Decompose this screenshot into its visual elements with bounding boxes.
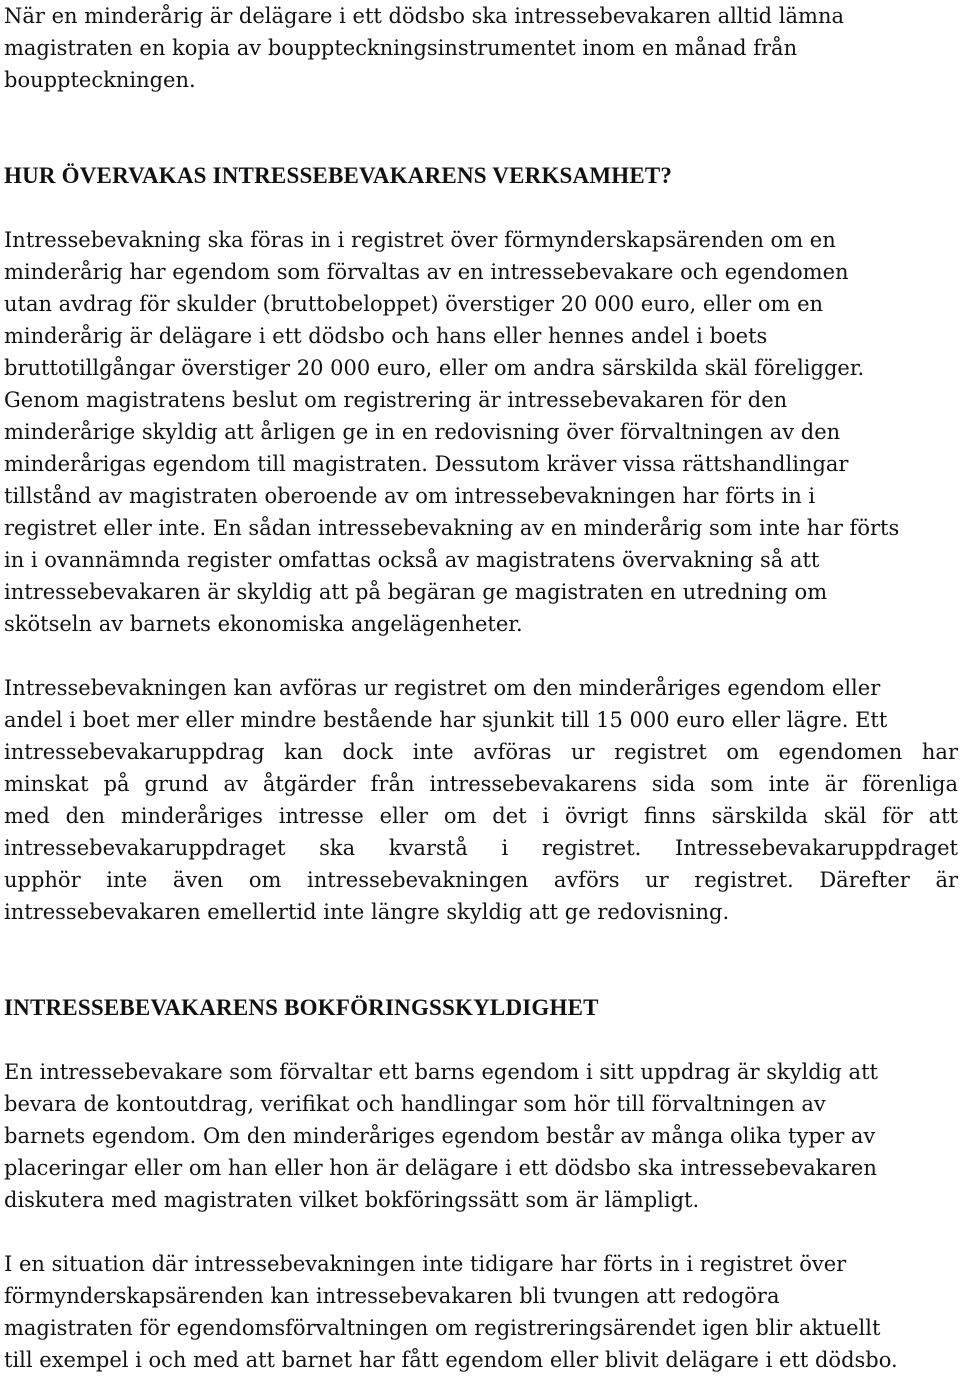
text-line: förmynderskapsärenden kan intressebevakaren bli tvungen att redogöra — [4, 1284, 780, 1308]
text-line: I en situation där intressebevakningen inte tidigare har förts in i registret över — [4, 1252, 847, 1276]
text-line: diskutera med magistraten vilket bokföringssätt som är lämpligt. — [4, 1188, 700, 1212]
text-line: intressebevakaruppdrag kan dock inte avföras ur registret om egendomen har — [4, 740, 958, 764]
text-line: placeringar eller om han eller hon är delägare i ett dödsbo ska intressebevakaren — [4, 1156, 877, 1180]
text-line: magistraten för egendomsförvaltningen om registreringsärendet igen blir aktuellt — [4, 1316, 881, 1340]
text-line: intressebevakaren är skyldig att på begäran ge magistraten en utredning om — [4, 580, 828, 604]
text-line: in i ovannämnda register omfattas också av magistratens övervakning så att — [4, 548, 820, 572]
text-line: Intressebevakning ska föras in i registret över förmynderskapsärenden om en — [4, 228, 836, 252]
text-line: minskat på grund av åtgärder från intressebevakarens sida som inte är förenliga — [4, 772, 958, 796]
section1-paragraph1 — [4, 224, 958, 640]
text-line: minderårige skyldig att årligen ge in en redovisning över förvaltningen av den — [4, 420, 841, 444]
text-line: Intressebevakningen kan avföras ur registret om den minderåriges egendom eller — [4, 676, 881, 700]
text-line: bouppteckningen. — [4, 68, 196, 92]
section-heading-oversight: HUR ÖVERVAKAS INTRESSEBEVAKARENS VERKSAMHET? — [4, 163, 673, 188]
spacer — [4, 1216, 958, 1248]
text-line: bevara de kontoutdrag, verifikat och handlingar som hör till förvaltningen av — [4, 1092, 826, 1116]
section2-paragraph1 — [4, 1056, 958, 1216]
spacer — [4, 928, 958, 992]
section1-paragraph2 — [4, 672, 958, 928]
text-line: minderårigas egendom till magistraten. Dessutom kräver vissa rättshandlingar — [4, 452, 849, 476]
text-line: intressebevakaruppdraget ska kvarstå i registret. Intressebevakaruppdraget — [4, 836, 958, 860]
text-line: skötseln av barnets ekonomiska angelägenheter. — [4, 612, 523, 636]
spacer — [4, 192, 958, 224]
text-line: upphör inte även om intressebevakningen avförs ur registret. Därefter är — [4, 868, 958, 892]
spacer — [4, 96, 958, 160]
text-line: intressebevakaren emellertid inte längre skyldig att ge redovisning. — [4, 900, 730, 924]
text-line: registret eller inte. En sådan intressebevakning av en minderårig som inte har förts — [4, 516, 900, 540]
text-line: Genom magistratens beslut om registrering är intressebevakaren för den — [4, 388, 788, 412]
section2-paragraph2 — [4, 1248, 958, 1376]
text-line: till exempel i och med att barnet har fått egendom eller blivit delägare i ett dödsbo. — [4, 1348, 898, 1372]
text-line: När en minderårig är delägare i ett dödsbo ska intressebevakaren alltid lämna — [4, 4, 844, 28]
spacer — [4, 640, 958, 672]
text-line: minderårig är delägare i ett dödsbo och hans eller hennes andel i boets — [4, 324, 768, 348]
text-line: barnets egendom. Om den minderåriges egendom består av många olika typer av — [4, 1124, 876, 1148]
text-line: andel i boet mer eller mindre bestående har sjunkit till 15 000 euro eller lägre. Ett — [4, 708, 888, 732]
text-line: utan avdrag för skulder (bruttobeloppet) överstiger 20 000 euro, eller om en — [4, 292, 824, 316]
text-line: magistraten en kopia av bouppteckningsinstrumentet inom en månad från — [4, 36, 798, 60]
text-line: med den minderåriges intresse eller om det i övrigt finns särskilda skäl för att — [4, 804, 958, 828]
spacer — [4, 1024, 958, 1056]
text-line: minderårig har egendom som förvaltas av en intressebevakare och egendomen — [4, 260, 849, 284]
text-line: tillstånd av magistraten oberoende av om intressebevakningen har förts in i — [4, 484, 816, 508]
text-line: En intressebevakare som förvaltar ett barns egendom i sitt uppdrag är skyldig att — [4, 1060, 878, 1084]
section-heading-bookkeeping: INTRESSEBEVAKARENS BOKFÖRINGSSKYLDIGHET — [4, 995, 599, 1020]
text-line: bruttotillgångar överstiger 20 000 euro, eller om andra särskilda skäl föreligger. — [4, 356, 865, 380]
document-page — [4, 0, 958, 1376]
intro-paragraph — [4, 0, 958, 96]
